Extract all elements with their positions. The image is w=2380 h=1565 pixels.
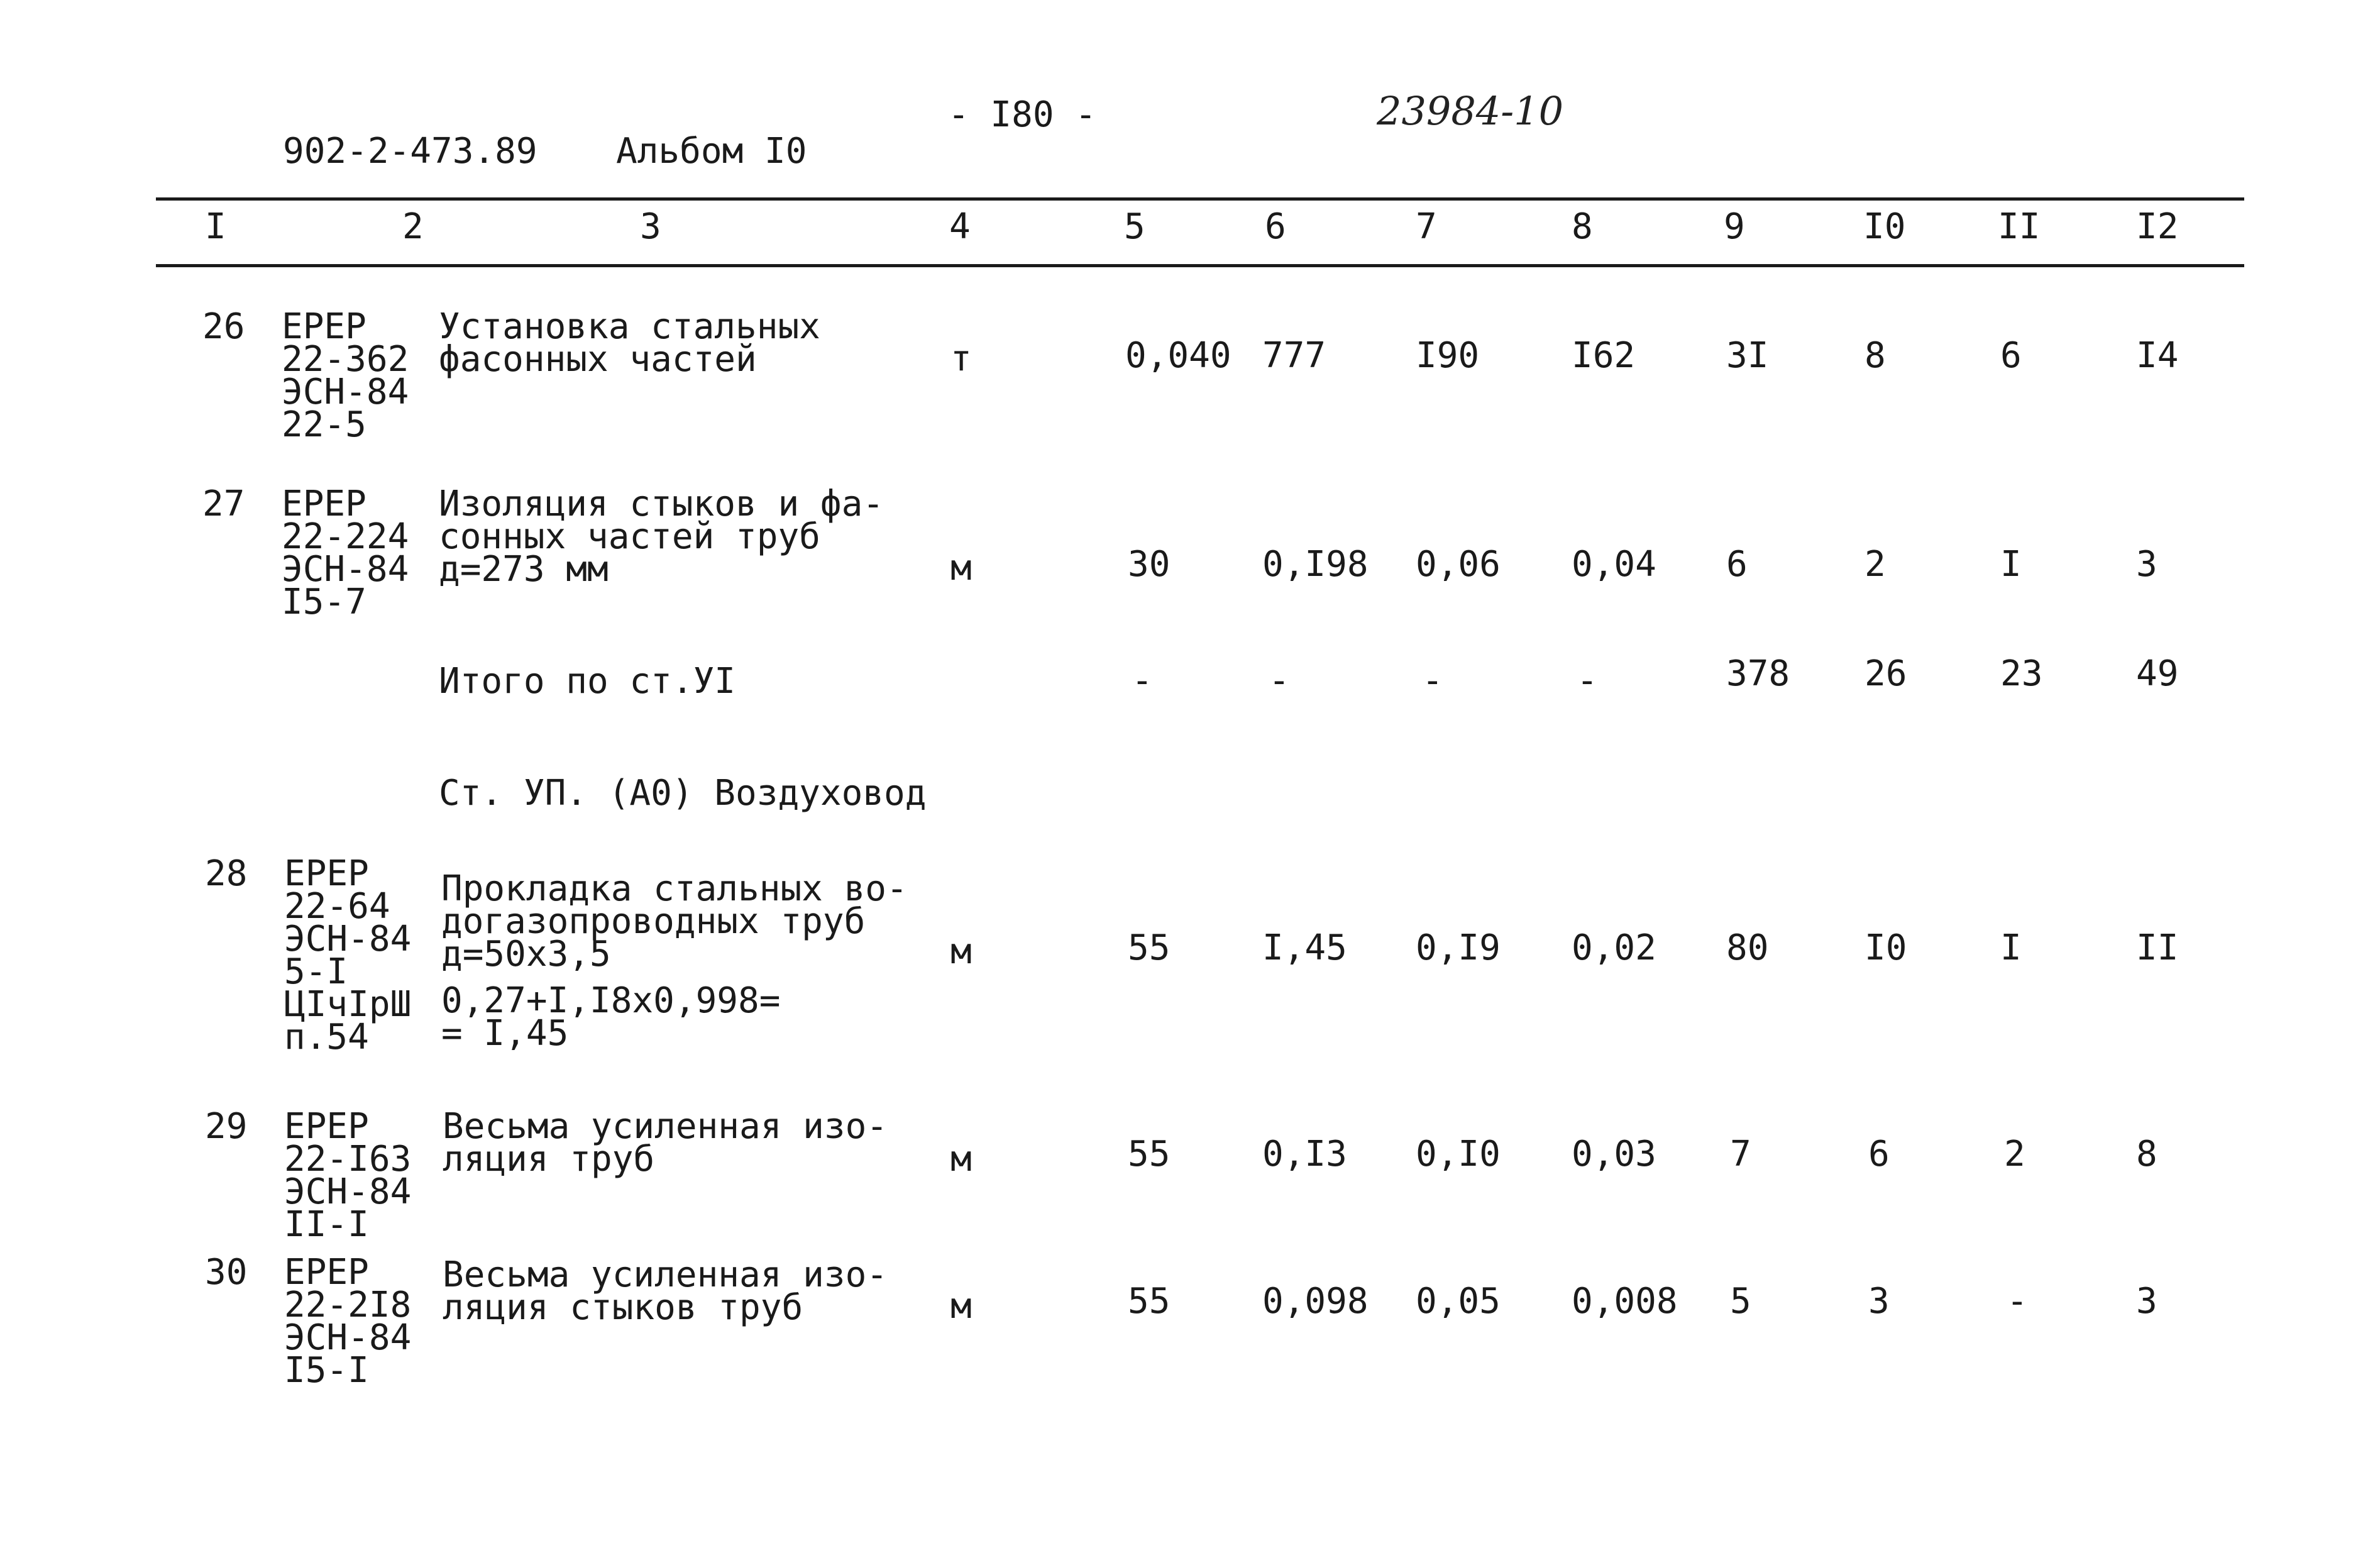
work-description: Изоляция стыков и фа- сонных частей труб д=273 мм — [439, 484, 884, 590]
row-number: 27 — [202, 484, 245, 524]
value-col8: 0,03 — [1572, 1134, 1656, 1175]
norm-code: ЕРЕР 22-I63 ЭСН-84 II-I — [284, 1106, 412, 1245]
value-col10: 8 — [1865, 335, 1886, 376]
table-top-rule — [156, 197, 2244, 201]
column-header: 6 — [1265, 206, 1286, 247]
value-col8: - — [1577, 660, 1598, 701]
value-col10: 6 — [1868, 1134, 1890, 1175]
value-col10: 2 — [1865, 544, 1886, 585]
value-col12: I4 — [2136, 335, 2179, 376]
column-header: 4 — [949, 206, 971, 247]
value-col12: 3 — [2136, 1281, 2157, 1322]
handwritten-number: 23984-10 — [1377, 88, 1564, 134]
value-col11: I — [2000, 927, 2022, 968]
value-col7: 0,06 — [1416, 544, 1501, 585]
value-col12: II — [2136, 927, 2179, 968]
album-label: Альбом I0 — [616, 131, 807, 172]
norm-code: ЕРЕР 22-362 ЭСН-84 22-5 — [282, 306, 409, 445]
calculation-note: 0,27+I,I8х0,998= = I,45 — [441, 980, 781, 1054]
value-col12: 49 — [2136, 653, 2179, 694]
row-number: 29 — [205, 1106, 248, 1147]
document-code: 902-2-473.89 — [283, 131, 537, 172]
value-col7: I90 — [1416, 335, 1480, 376]
value-col6: 0,I3 — [1262, 1134, 1347, 1175]
subtotal-label: Итого по ст.УI — [439, 661, 736, 702]
work-description: Весьма усиленная изо- ляция стыков труб — [443, 1254, 888, 1328]
table-header-rule — [156, 264, 2244, 267]
value-col6: 0,098 — [1262, 1281, 1369, 1322]
value-col7: 0,I0 — [1416, 1134, 1501, 1175]
value-col5: - — [1132, 660, 1153, 701]
value-col8: I62 — [1572, 335, 1636, 376]
quantity: 55 — [1128, 1134, 1171, 1175]
value-col9: 6 — [1726, 544, 1748, 585]
column-header: 8 — [1572, 206, 1593, 247]
column-header: 5 — [1124, 206, 1145, 247]
norm-code: ЕРЕР 22-64 ЭСН-84 5-I ЦIчIрШ п.54 — [284, 853, 412, 1058]
value-col11: I — [2000, 544, 2022, 585]
value-col7: 0,I9 — [1416, 927, 1501, 968]
value-col8: 0,02 — [1572, 927, 1656, 968]
value-col7: 0,05 — [1416, 1281, 1501, 1322]
quantity: 55 — [1128, 927, 1171, 968]
work-description: Весьма усиленная изо- ляция труб — [443, 1106, 888, 1180]
value-col6: 0,I98 — [1262, 544, 1369, 585]
column-header: 2 — [402, 206, 424, 247]
value-col6: 777 — [1262, 335, 1326, 376]
value-col12: 3 — [2136, 544, 2157, 585]
row-number: 30 — [205, 1252, 248, 1293]
value-col6: - — [1269, 660, 1290, 701]
value-col9: 80 — [1726, 927, 1769, 968]
value-col8: 0,008 — [1572, 1281, 1678, 1322]
value-col9: 7 — [1730, 1134, 1751, 1175]
value-col6: I,45 — [1262, 927, 1347, 968]
work-description: Прокладка стальных во- догазопроводных труб д=50х3,5 — [441, 868, 908, 975]
row-number: 26 — [202, 306, 245, 347]
unit: м — [950, 1286, 972, 1327]
column-header: I2 — [2136, 206, 2179, 247]
value-col11: 23 — [2000, 653, 2043, 694]
norm-code: ЕРЕР 22-224 ЭСН-84 I5-7 — [282, 484, 409, 622]
value-col7: - — [1422, 660, 1443, 701]
quantity: 30 — [1128, 544, 1171, 585]
quantity: 55 — [1128, 1281, 1171, 1322]
value-col10: 3 — [1868, 1281, 1890, 1322]
quantity: 0,040 — [1125, 335, 1231, 376]
value-col11: 2 — [2004, 1134, 2025, 1175]
column-header: I0 — [1863, 206, 1906, 247]
row-number: 28 — [205, 853, 248, 894]
section-heading: Ст. УП. (А0) Воздуховод — [439, 773, 927, 814]
unit: м — [950, 548, 972, 589]
column-header: 7 — [1416, 206, 1437, 247]
value-col8: 0,04 — [1572, 544, 1656, 585]
work-description: Установка стальных фасонных частей — [439, 306, 820, 380]
value-col12: 8 — [2136, 1134, 2157, 1175]
column-header: II — [1998, 206, 2041, 247]
value-col9: 378 — [1726, 653, 1790, 694]
column-header: 3 — [640, 206, 661, 247]
unit: м — [950, 1139, 972, 1180]
value-col10: 26 — [1865, 653, 1907, 694]
norm-code: ЕРЕР 22-2I8 ЭСН-84 I5-I — [284, 1252, 412, 1391]
value-col11: - — [2007, 1281, 2028, 1322]
value-col10: I0 — [1865, 927, 1907, 968]
column-header: I — [205, 206, 226, 247]
value-col9: 3I — [1726, 335, 1769, 376]
unit: м — [950, 931, 972, 972]
column-header: 9 — [1724, 206, 1745, 247]
value-col11: 6 — [2000, 335, 2022, 376]
page-number: - I80 - — [948, 94, 1097, 135]
unit: т — [950, 338, 972, 379]
value-col9: 5 — [1730, 1281, 1751, 1322]
